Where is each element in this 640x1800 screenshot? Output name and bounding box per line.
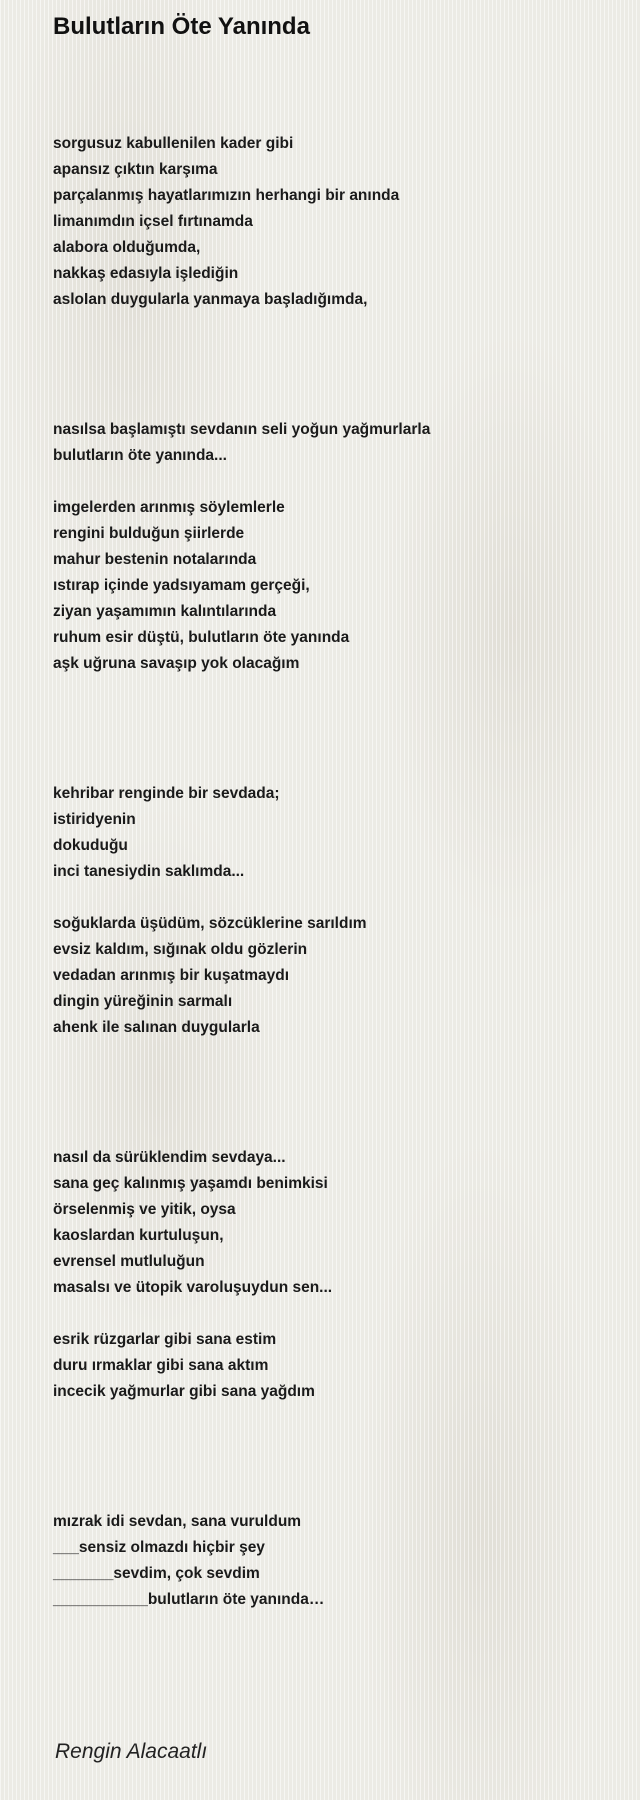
poem-line: vedadan arınmış bir kuşatmaydı (53, 967, 290, 984)
poem-line: ___________bulutların öte yanında… (53, 1591, 325, 1608)
poem-line: sana geç kalınmış yaşamdı benimkisi (53, 1175, 328, 1192)
poem-line: inci tanesiydin saklımda... (53, 863, 245, 880)
poem-line: asloIan duygularla yanmaya başladığımda, (53, 291, 368, 308)
poem-line: mızrak idi sevdan, sana vuruldum (53, 1513, 302, 1530)
stanza-spacer (53, 885, 613, 911)
poem-line: ahenk ile salınan duygularla (53, 1019, 260, 1036)
poem-line: nasılsa başlamıştı sevdanın seli yoğun yağmurlarla (53, 421, 431, 438)
poem-line: esrik rüzgarlar gibi sana estim (53, 1331, 277, 1348)
poem-body (53, 131, 613, 1613)
poem-line: aşk uğruna savaşıp yok olacağım (53, 655, 300, 672)
poem-line: parçalanmış hayatlarımızın herhangi bir anında (53, 187, 400, 204)
poem-line: masalsı ve ütopik varoluşuydun sen... (53, 1279, 333, 1296)
poem-line: ruhum esir düştü, bulutların öte yanında (53, 629, 350, 646)
poem-line: kehribar renginde bir sevdada; (53, 785, 280, 802)
stanza-spacer (53, 1041, 613, 1145)
poem-line: alabora olduğumda, (53, 239, 201, 256)
poem-stanza (53, 495, 613, 677)
poem-line: ıstırap içinde yadsıyamam gerçeği, (53, 577, 310, 594)
poem-line: dokuduğu (53, 837, 128, 854)
stanza-spacer (53, 1405, 613, 1509)
poem-stanza (53, 911, 613, 1041)
poem-line: örselenmiş ve yitik, oysa (53, 1201, 236, 1218)
poem-line: istiridyenin (53, 811, 136, 828)
stanza-spacer (53, 677, 613, 781)
poem-line: _______sevdim, çok sevdim (53, 1565, 260, 1582)
poem-line: duru ırmaklar gibi sana aktım (53, 1357, 269, 1374)
poem-stanza (53, 131, 613, 313)
poem-line: ___sensiz olmazdı hiçbir şey (53, 1539, 265, 1556)
poem-stanza (53, 1509, 613, 1613)
poem-line: soğuklarda üşüdüm, sözcüklerine sarıldım (53, 915, 367, 932)
poem-stanza (53, 1327, 613, 1405)
poem-line: kaoslardan kurtuluşun, (53, 1227, 224, 1244)
poem-line: nakkaş edasıyla işlediğin (53, 265, 239, 282)
poem-line: evsiz kaldım, sığınak oldu gözlerin (53, 941, 308, 958)
stanza-spacer (53, 313, 613, 417)
poem-line: limanımdın içsel fırtınamda (53, 213, 253, 230)
poem-stanza (53, 1145, 613, 1301)
stanza-spacer (53, 1301, 613, 1327)
poem-line: imgelerden arınmış söylemlerle (53, 499, 285, 516)
poem-line: incecik yağmurlar gibi sana yağdım (53, 1383, 315, 1400)
poem-line: rengini bulduğun şiirlerde (53, 525, 245, 542)
stanza-spacer (53, 469, 613, 495)
poem-stanza (53, 781, 613, 885)
poem-line: apansız çıktın karşıma (53, 161, 218, 178)
poem-author: Rengin Alacaatlı (55, 1740, 208, 1763)
poem-title: Bulutların Öte Yanında (53, 13, 310, 40)
poem-line: mahur bestenin notalarında (53, 551, 257, 568)
poem-line: ziyan yaşamımın kalıntılarında (53, 603, 277, 620)
poem-line: sorgusuz kabullenilen kader gibi (53, 135, 294, 152)
poem-stanza (53, 417, 613, 469)
poem-line: bulutların öte yanında... (53, 447, 227, 464)
poem-line: nasıl da sürüklendim sevdaya... (53, 1149, 286, 1166)
poem-line: evrensel mutluluğun (53, 1253, 205, 1270)
poem-line: dingin yüreğinin sarmalı (53, 993, 233, 1010)
